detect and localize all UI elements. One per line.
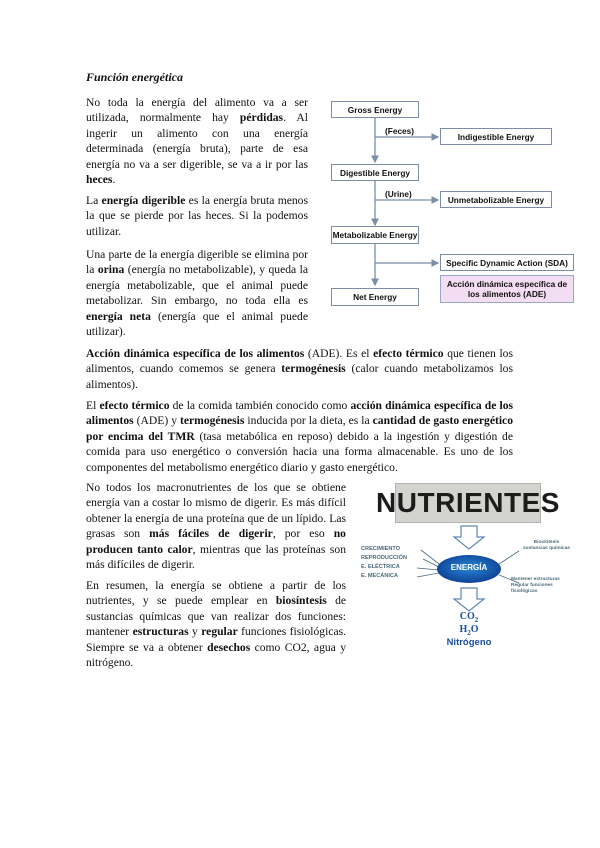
left-item-1: CRECIMIENTO: [361, 546, 401, 552]
left-item-2: REPRODUCCIÓN: [361, 555, 407, 561]
waste-co2: $CO_2$: [459, 611, 479, 624]
urine-label: (Urine): [385, 189, 412, 199]
right-top-label: [523, 540, 570, 552]
right-bottom-line-3: fisiológicas: [511, 589, 538, 594]
feces-label: (Feces): [385, 126, 415, 136]
digestible-energy-box: Digestible Energy: [331, 164, 419, 181]
unmetabolizable-energy-box: Unmetabolizable Energy: [440, 191, 552, 208]
paragraph-summary: En resumen, la energía se obtiene a partir de los nutrientes, y se puede emplear en biosíntesis de sustancias químicas que van realizar dos funciones: mantener estructuras y regular funciones fisiológicas. Siempre se va a obtener desechos como CO2, agua y nitrógeno.: [86, 579, 347, 670]
paragraph-metabolizable-energy: Una parte de la energía digerible se elimina por la orina (energía no metabolizable), y queda la energía metabolizable, que el animal puede metabolizar. Sin embargo, no toda ella es energía neta (energía que el animal puede utilizar).: [86, 248, 308, 339]
nutrients-title: NUTRIENTES: [395, 483, 541, 523]
right-bottom-line-2: Regular funciones: [511, 583, 553, 588]
metabolizable-energy-box: Metabolizable Energy: [331, 226, 419, 244]
left-item-4: E. MECÁNICA: [361, 573, 398, 579]
waste-h2o: $H_2O$: [459, 624, 479, 637]
ade-line-2: los alimentos (ADE): [467, 289, 547, 299]
energy-label: ENERGÍA: [450, 563, 488, 572]
net-energy-box: Net Energy: [331, 288, 419, 306]
right-top-line-2: sustancias químicas: [523, 546, 570, 551]
right-bottom-label: [511, 577, 560, 595]
nutrients-figure: [355, 479, 583, 653]
waste-products: [445, 612, 493, 648]
ade-box: [440, 275, 574, 303]
waste-nitrogen: Nitrógeno: [446, 637, 492, 648]
ade-line-1: Acción dinámica específica de: [446, 279, 568, 289]
gross-energy-box: Gross Energy: [331, 101, 419, 118]
energy-flow-diagram: [325, 95, 587, 317]
paragraph-digestible-energy: La energía digerible es la energía bruta menos la que se pierde por las heces. Si la podemos utilizar.: [86, 194, 308, 238]
paragraph-gross-energy: No toda la energía del alimento va a ser utilizada, normalmente hay pérdidas. Al ingerir un alimento con una energía determinada (energía bruta), parte de esa energía no va a ser digerible, se va a ir por las heces.: [86, 96, 308, 187]
right-top-line-1: Biosíntesis: [533, 540, 560, 545]
paragraph-ade: Acción dinámica específica de los alimentos (ADE). Es el efecto térmico que tienen los alimentos, cuando comemos se genera termogénesis (calor cuando metabolizamos los alimentos).: [86, 347, 513, 391]
left-item-3: E. ELÉCTRICA: [361, 564, 400, 570]
indigestible-energy-box: Indigestible Energy: [440, 128, 552, 145]
section-title: Función energética: [86, 70, 184, 84]
sda-box: Specific Dynamic Action (SDA): [440, 254, 574, 271]
paragraph-macronutrients: No todos los macronutrientes de los que se obtiene energía van a costar lo mismo de digerir. Es más difícil obtener la energía de una proteína que de un lípido. Las grasas son más fáciles de digerir, por eso no producen tanto calor, mientras que las proteínas son más difíciles de digerir.: [86, 481, 346, 572]
paragraph-thermic-effect: El efecto térmico de la comida también conocido como acción dinámica específica de los alimentos (ADE) y termogénesis inducida por la dieta, es la cantidad de gasto energético por encima del TMR (tasa metabólica en reposo) debido a la ingestión y digestión de comida para uso energético o conversión hacia una forma almacenable. Es uno de los componentes del metabolismo energético diario y gasto energético.: [86, 399, 514, 474]
right-bottom-line-1: Mantener estructuras: [511, 577, 560, 582]
